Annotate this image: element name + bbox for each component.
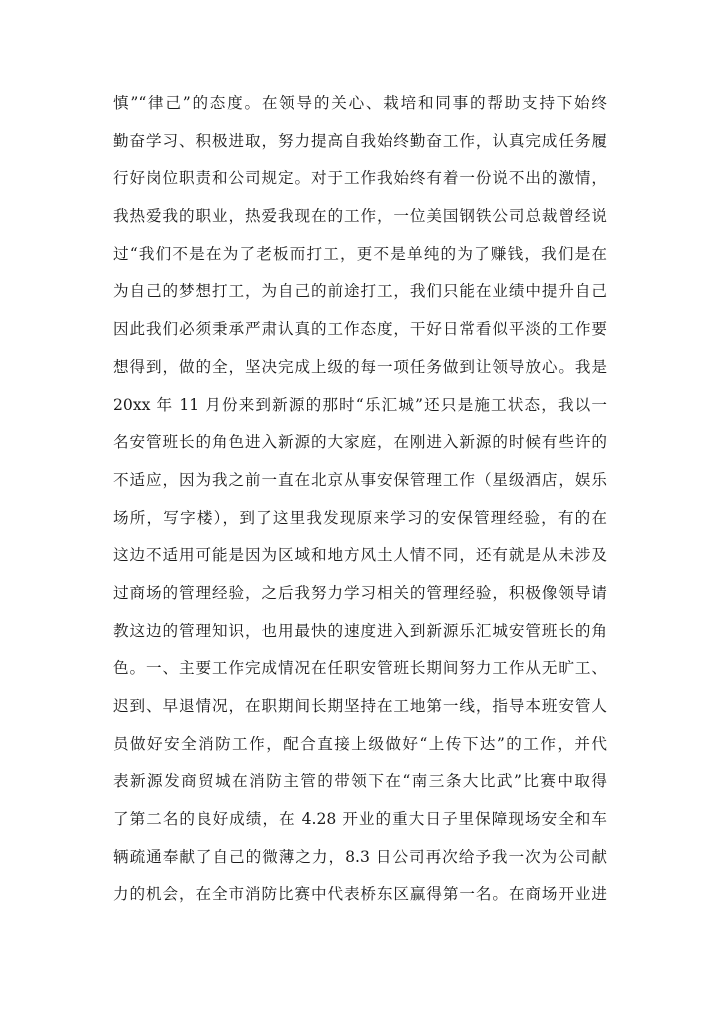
text-line: 员做好安全消防工作，配合直接上级做好“上传下达”的工作，并代 [113,734,607,753]
text-line: 不适应，因为我之前一直在北京从事安保管理工作（星级酒店，娱乐 [113,470,607,489]
text-line: 名安管班长的角色进入新源的大家庭，在刚进入新源的时候有些许的 [113,433,607,452]
text-line: 我热爱我的职业，热爱我现在的工作，一位美国钢铁公司总裁曾经说 [113,207,607,226]
text-line: 场所，写字楼），到了这里我发现原来学习的安保管理经验，有的在 [113,508,607,527]
text-line: 力的机会，在全市消防比赛中代表桥东区赢得第一名。在商场开业进 [113,885,607,904]
text-line: 过商场的管理经验，之后我努力学习相关的管理经验，积极像领导请 [113,583,607,602]
body-text [113,85,607,914]
text-line: 行好岗位职责和公司规定。对于工作我始终有着一份说不出的激情， [113,169,607,188]
text-line: 慎”“律己”的态度。在领导的关心、栽培和同事的帮助支持下始终 [113,94,607,112]
text-line: 表新源发商贸城在消防主管的带领下在“南三条大比武”比赛中取得 [113,772,607,791]
text-line: 这边不适用可能是因为区域和地方风土人情不同，还有就是从未涉及 [113,546,607,565]
text-line: 20xx 年 11 月份来到新源的那时“乐汇城”还只是施工状态，我以一 [113,395,607,414]
text-line: 为自己的梦想打工，为自己的前途打工，我们只能在业绩中提升自己 [113,282,607,301]
text-line: 因此我们必须秉承严肃认真的工作态度，干好日常看似平淡的工作要 [113,320,607,339]
text-line: 迟到、早退情况，在职期间长期坚持在工地第一线，指导本班安管人 [113,697,607,715]
text-line: 勤奋学习、积极进取，努力提高自我始终勤奋工作，认真完成任务履 [113,131,607,150]
text-line: 想得到，做的全，坚决完成上级的每一项任务做到让领导放心。我是 [113,357,607,376]
text-line: 教这边的管理知识，也用最快的速度进入到新源乐汇城安管班长的角 [113,621,607,640]
text-line: 过“我们不是在为了老板而打工，更不是单纯的为了赚钱，我们是在 [113,244,607,263]
text-line: 了第二名的良好成绩，在 4.28 开业的重大日子里保障现场安全和车 [113,810,607,829]
text-line: 色。一、主要工作完成情况在任职安管班长期间努力工作从无旷工、 [113,659,607,678]
text-line: 辆疏通奉献了自己的微薄之力，8.3 日公司再次给予我一次为公司献 [113,847,607,866]
